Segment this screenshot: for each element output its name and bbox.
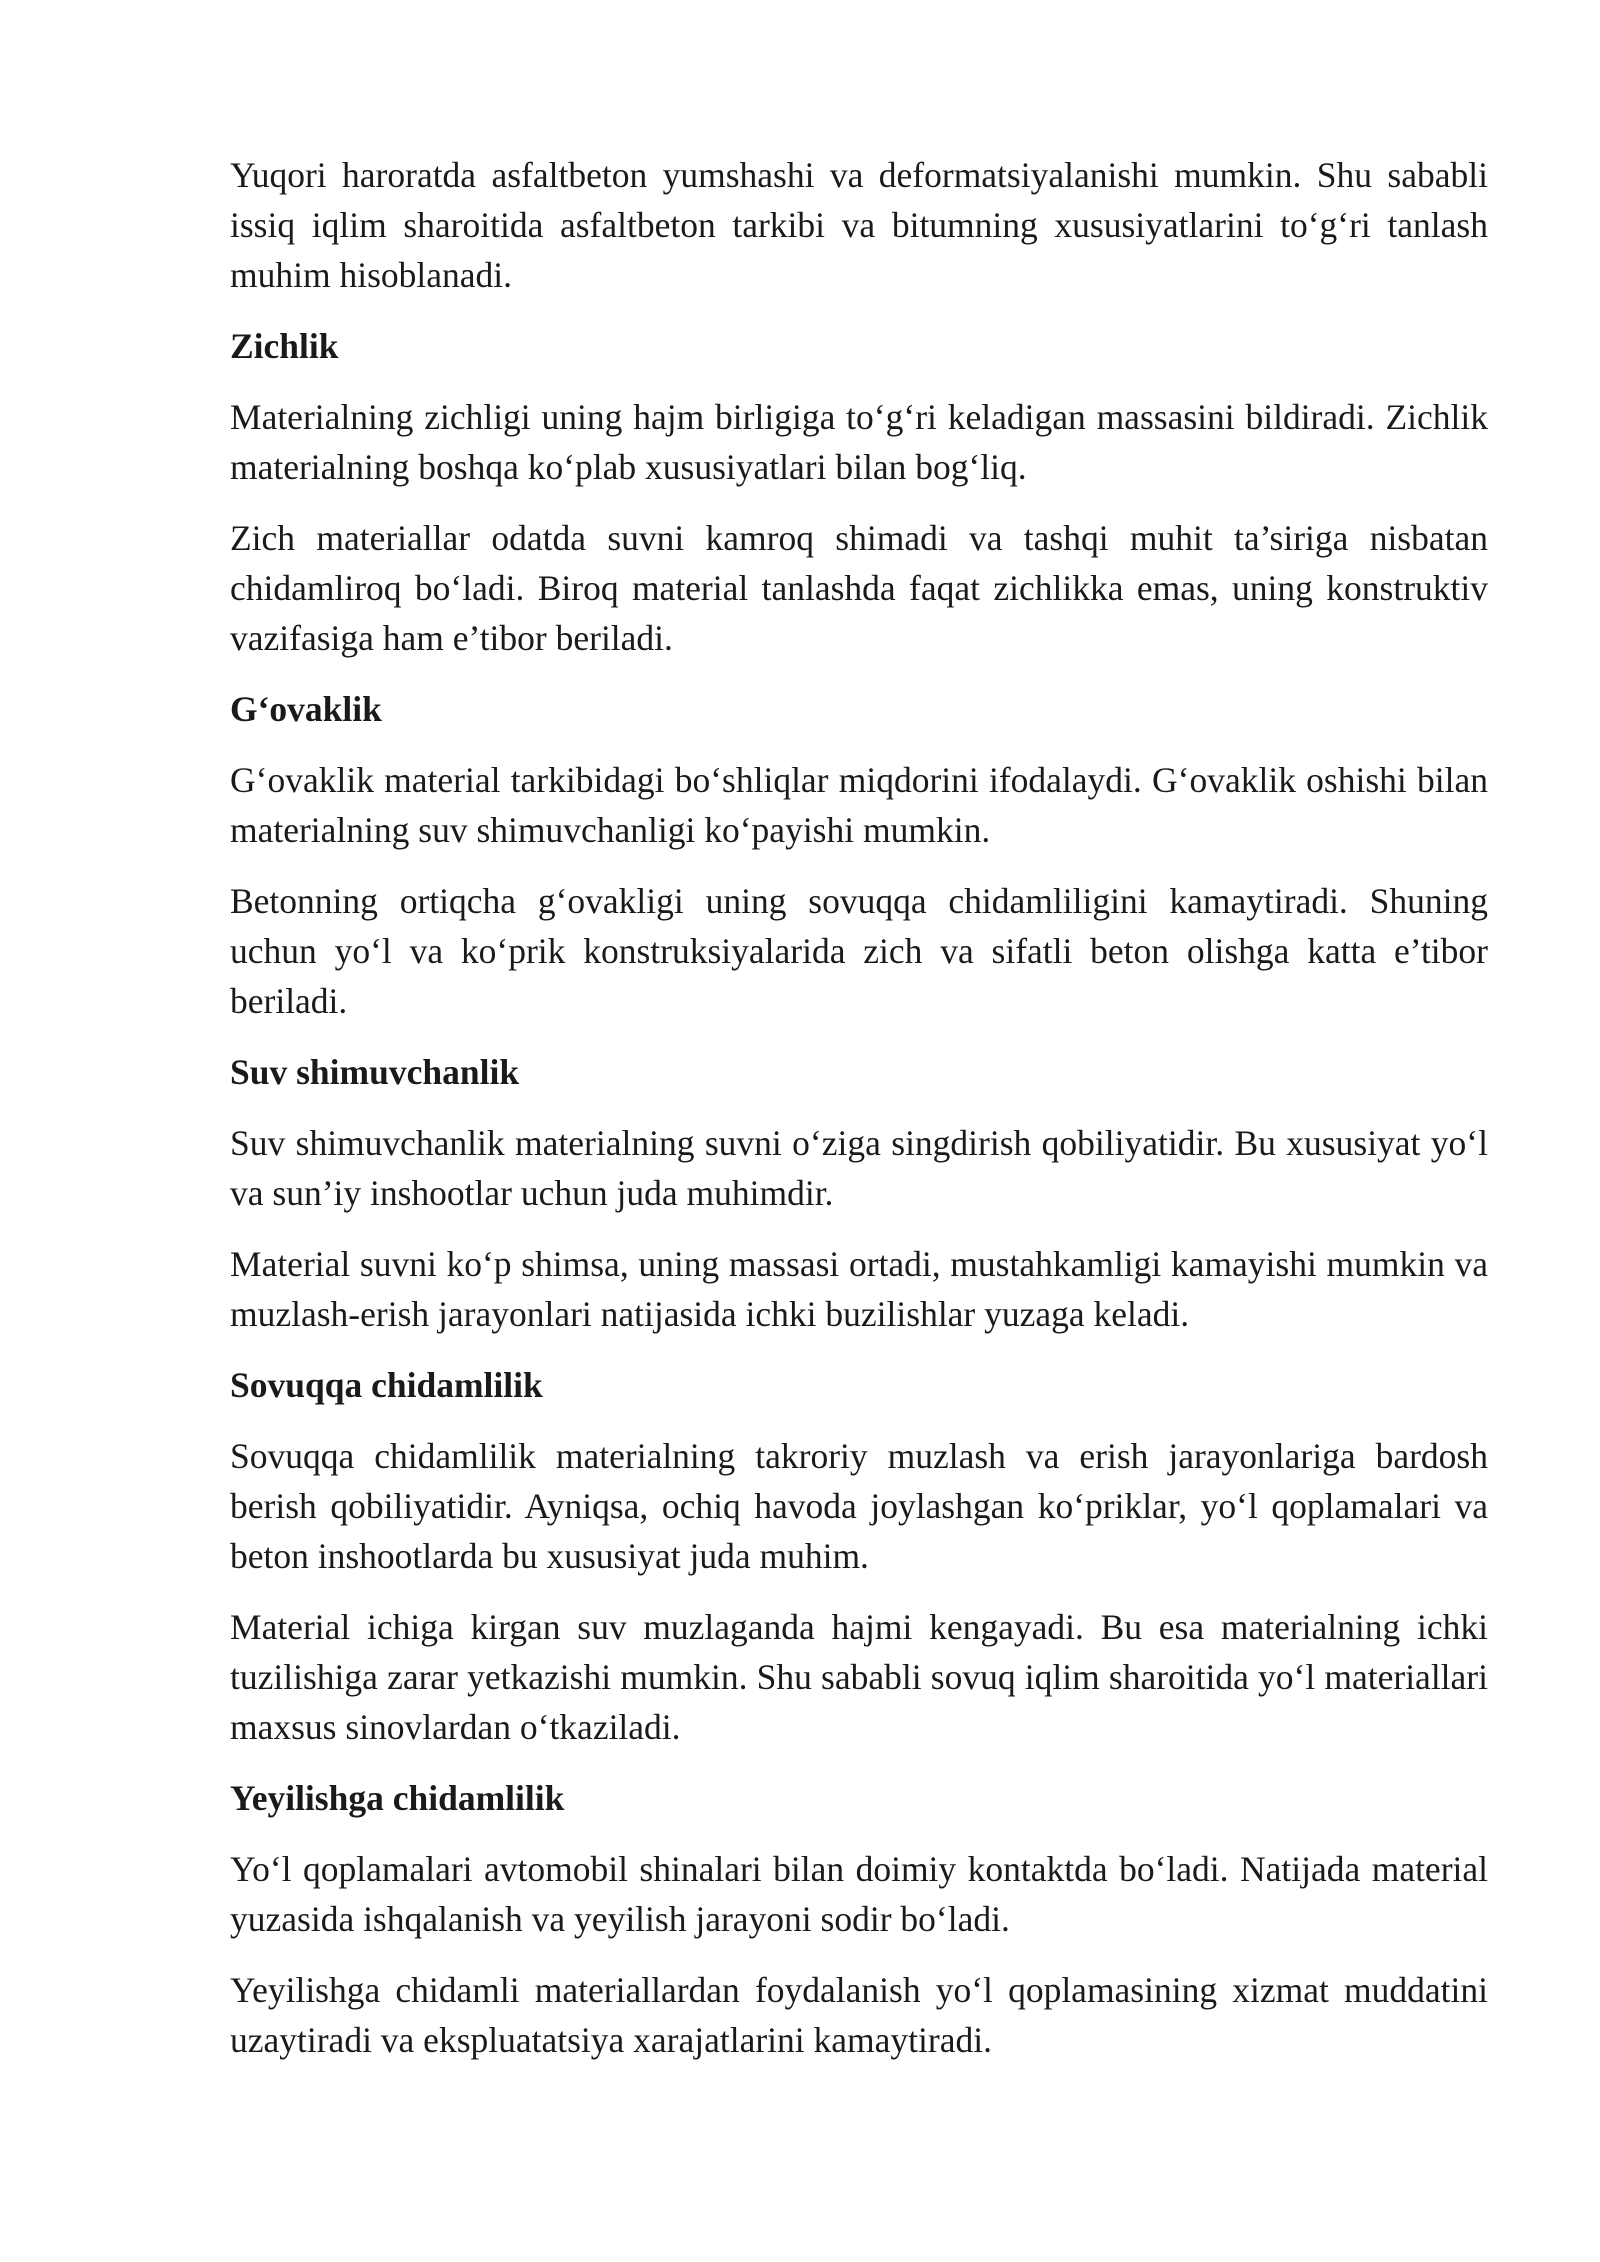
paragraph: Material ichiga kirgan suv muzlaganda hajmi kengayadi. Bu esa materialning ichki tuzilishiga zarar yetkazishi mumkin. Shu sababli sovuq iqlim sharoitida yo‘l materiallari maxsus sinovlardan o‘tkaziladi.: [230, 1607, 1488, 1747]
paragraph: Betonning ortiqcha g‘ovakligi uning sovuqqa chidamliligini kamaytiradi. Shuning uchun yo‘l va ko‘prik konstruksiyalarida zich va sifatli beton olishga katta e’tibor beriladi.: [230, 881, 1488, 1021]
paragraph: Materialning zichligi uning hajm birligiga to‘g‘ri keladigan massasini bildiradi. Zichlik materialning boshqa ko‘plab xususiyatlari bilan bog‘liq.: [230, 397, 1488, 487]
paragraph: Material suvni ko‘p shimsa, uning massasi ortadi, mustahkamligi kamayishi mumkin va muzlash-erish jarayonlari natijasida ichki buzilishlar yuzaga keladi.: [230, 1244, 1488, 1334]
section-heading-suv-shimuvchanlik: Suv shimuvchanlik: [230, 1052, 520, 1092]
section-heading-yeyilishga-chidamlilik: Yeyilishga chidamlilik: [230, 1778, 565, 1818]
section-heading-zichlik: Zichlik: [230, 326, 339, 366]
paragraph: Sovuqqa chidamlilik materialning takroriy muzlash va erish jarayonlariga bardosh berish qobiliyatidir. Ayniqsa, ochiq havoda joylashgan ko‘priklar, yo‘l qoplamalari va beton inshootlarda bu xususiyat juda muhim.: [230, 1436, 1488, 1576]
section-heading-sovuqqa-chidamlilik: Sovuqqa chidamlilik: [230, 1365, 543, 1405]
paragraph: Yo‘l qoplamalari avtomobil shinalari bilan doimiy kontaktda bo‘ladi. Natijada material yuzasida ishqalanish va yeyilish jarayoni sodir bo‘ladi.: [230, 1849, 1488, 1939]
paragraph: Yuqori haroratda asfaltbeton yumshashi va deformatsiyalanishi mumkin. Shu sababli issiq iqlim sharoitida asfaltbeton tarkibi va bitumning xususiyatlarini to‘g‘ri tanlash muhim hisoblanadi.: [230, 155, 1488, 295]
document-page: [230, 150, 1488, 2086]
paragraph: Zich materiallar odatda suvni kamroq shimadi va tashqi muhit ta’siriga nisbatan chidamliroq bo‘ladi. Biroq material tanlashda faqat zichlikka emas, uning konstruktiv vazifasiga ham e’tibor beriladi.: [230, 518, 1488, 658]
paragraph: Suv shimuvchanlik materialning suvni o‘ziga singdirish qobiliyatidir. Bu xususiyat yo‘l va sun’iy inshootlar uchun juda muhimdir.: [230, 1123, 1488, 1213]
section-heading-govaklik: G‘ovaklik: [230, 689, 382, 729]
paragraph: Yeyilishga chidamli materiallardan foydalanish yo‘l qoplamasining xizmat muddatini uzaytiradi va ekspluatatsiya xarajatlarini kamaytiradi.: [230, 1970, 1488, 2060]
paragraph: G‘ovaklik material tarkibidagi bo‘shliqlar miqdorini ifodalaydi. G‘ovaklik oshishi bilan materialning suv shimuvchanligi ko‘payishi mumkin.: [230, 760, 1488, 850]
